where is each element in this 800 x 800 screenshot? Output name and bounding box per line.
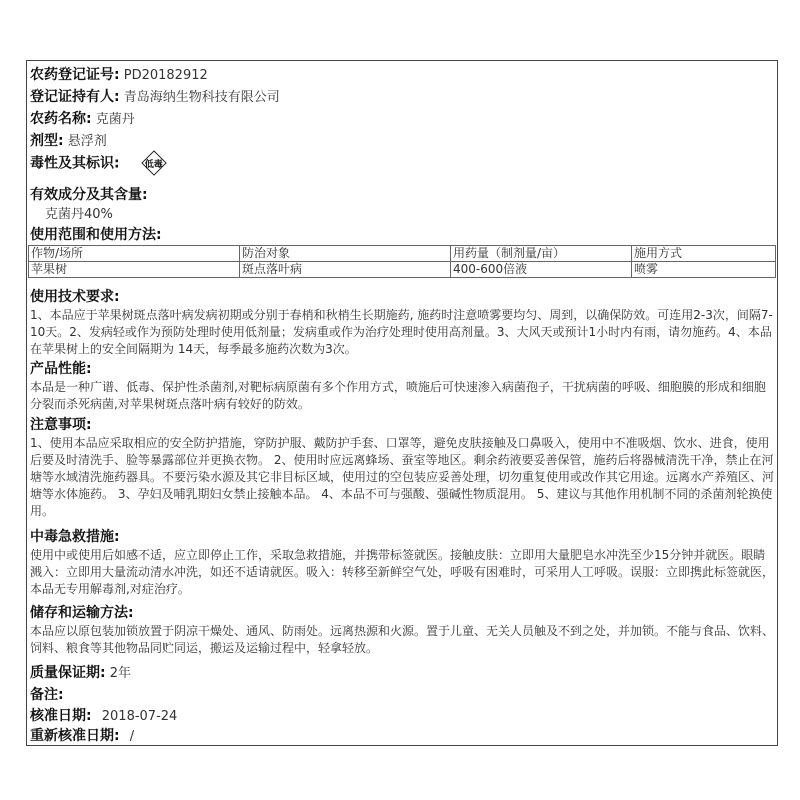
table-cell: 400-600倍液 <box>451 262 632 278</box>
registration-row <box>30 67 208 84</box>
holder-row <box>30 89 280 106</box>
toxicity-badge-text: 低毒 <box>144 160 163 170</box>
name-row <box>30 111 135 128</box>
table-header-cell: 用药量（制剂量/亩） <box>451 246 632 262</box>
table-header-cell: 作物/场所 <box>29 246 240 262</box>
shelf-label: 质量保证期: <box>30 665 106 681</box>
holder-label: 登记证持有人: <box>30 89 120 105</box>
remarks-row <box>30 687 64 704</box>
notes-heading: 注意事项: <box>30 417 92 433</box>
ingredients-label: 有效成分及其含量: <box>30 187 148 203</box>
formulation-value: 悬浮剂 <box>67 134 107 149</box>
firstaid-heading: 中毒急救措施: <box>30 529 120 545</box>
tech-heading: 使用技术要求: <box>30 289 120 305</box>
table-row <box>29 262 776 278</box>
table-cell: 苹果树 <box>29 262 240 278</box>
reapproval-label: 重新核准日期: <box>30 728 120 744</box>
storage-heading: 储存和运输方法: <box>30 605 134 621</box>
reapproval-row <box>30 728 134 745</box>
ingredients-value: 克菌丹40% <box>45 207 113 222</box>
ingredients-row <box>30 187 148 204</box>
toxicity-label: 毒性及其标识: <box>30 155 120 172</box>
table-header-cell: 防治对象 <box>240 246 451 262</box>
shelf-row <box>30 665 131 682</box>
performance-heading: 产品性能: <box>30 361 92 377</box>
remarks-label: 备注: <box>30 687 64 703</box>
low-toxicity-diamond-icon <box>136 154 174 174</box>
performance-text: 本品是一种广谱、低毒、保护性杀菌剂,对靶标病原菌有多个作用方式，喷施后可快速渗入病菌孢子，干扰病菌的呼吸、细胞膜的形成和细胞分裂而杀死病菌,对苹果树斑点落叶病有较好的防效。 <box>30 380 766 411</box>
table-header-row <box>29 246 776 262</box>
notes-text: 1、使用本品应采取相应的安全防护措施，穿防护服、戴防护手套、口罩等，避免皮肤接触及口鼻吸入，使用中不准吸烟、饮水、进食，使用后要及时清洗手、脸等暴露部位并更换衣物。 2、使用时应远离蜂场、蚕室等地区。剩余药液要妥善保管，施药后将器械清洗干净，禁止在河塘等水域清洗施药器具。不要污染水源及其它非目标区域，使用过的空包装应妥善处理，切勿重复使用或改作其它用途。远离水产养殖区、河塘等水体施药。 3、孕妇及哺乳期妇女禁止接触本品。 4、本品不可与强酸、强碱性物质混用。 5、建议与其他作用机制不同的杀菌剂轮换使用。 <box>30 436 775 518</box>
name-label: 农药名称: <box>30 111 92 127</box>
tech-text: 1、本品应于苹果树斑点落叶病发病初期或分别于春梢和秋梢生长期施药, 施药时注意喷雾要均匀、周到，以确保防效。可连用2-3次，间隔7-10天。2、发病轻或作为预防处理时使用低剂量；发病重或作为治疗处理时使用高剂量。3、大风天或预计1小时内有雨，请勿施药。4、本品在苹果树上的安全间隔期为 14天，每季最多施药次数为3次。 <box>30 308 773 356</box>
name-value: 克菌丹 <box>95 112 135 127</box>
table-header-cell: 施用方式 <box>632 246 776 262</box>
registration-value: PD20182912 <box>123 68 208 83</box>
shelf-value: 2年 <box>109 666 132 681</box>
table-cell: 斑点落叶病 <box>240 262 451 278</box>
toxicity-row <box>30 154 174 174</box>
firstaid-text: 使用中或使用后如感不适，应立即停止工作，采取急救措施，并携带标签就医。接触皮肤：立即用大量肥皂水冲洗至少15分钟并就医。眼睛溅入：立即用大量流动清水冲洗，如还不适请就医。吸入：转移至新鲜空气处，呼吸有困难时，可采用人工呼吸。误服：立即携此标签就医，本品无专用解毒剂,对症治疗。 <box>30 548 775 596</box>
approval-value: 2018-07-24 <box>101 709 178 724</box>
reapproval-value: / <box>129 729 135 744</box>
approval-row <box>30 708 177 725</box>
approval-label: 核准日期: <box>30 708 92 724</box>
storage-text: 本品应以原包装加锁放置于阴凉干燥处、通风、防雨处。远离热源和火源。置于儿童、无关人员触及不到之处，并加锁。不能与食品、饮料、饲料、粮食等其他物品同贮同运，搬运及运输过程中，轻拿轻放。 <box>30 624 775 655</box>
usage-heading: 使用范围和使用方法: <box>30 227 162 243</box>
holder-value: 青岛海纳生物科技有限公司 <box>123 90 280 105</box>
formulation-label: 剂型: <box>30 133 64 149</box>
ingredients-value-row <box>45 207 113 223</box>
formulation-row <box>30 133 107 150</box>
table-cell: 喷雾 <box>632 262 776 278</box>
registration-label: 农药登记证号: <box>30 67 120 83</box>
label-document <box>26 60 778 746</box>
usage-table <box>28 245 776 278</box>
